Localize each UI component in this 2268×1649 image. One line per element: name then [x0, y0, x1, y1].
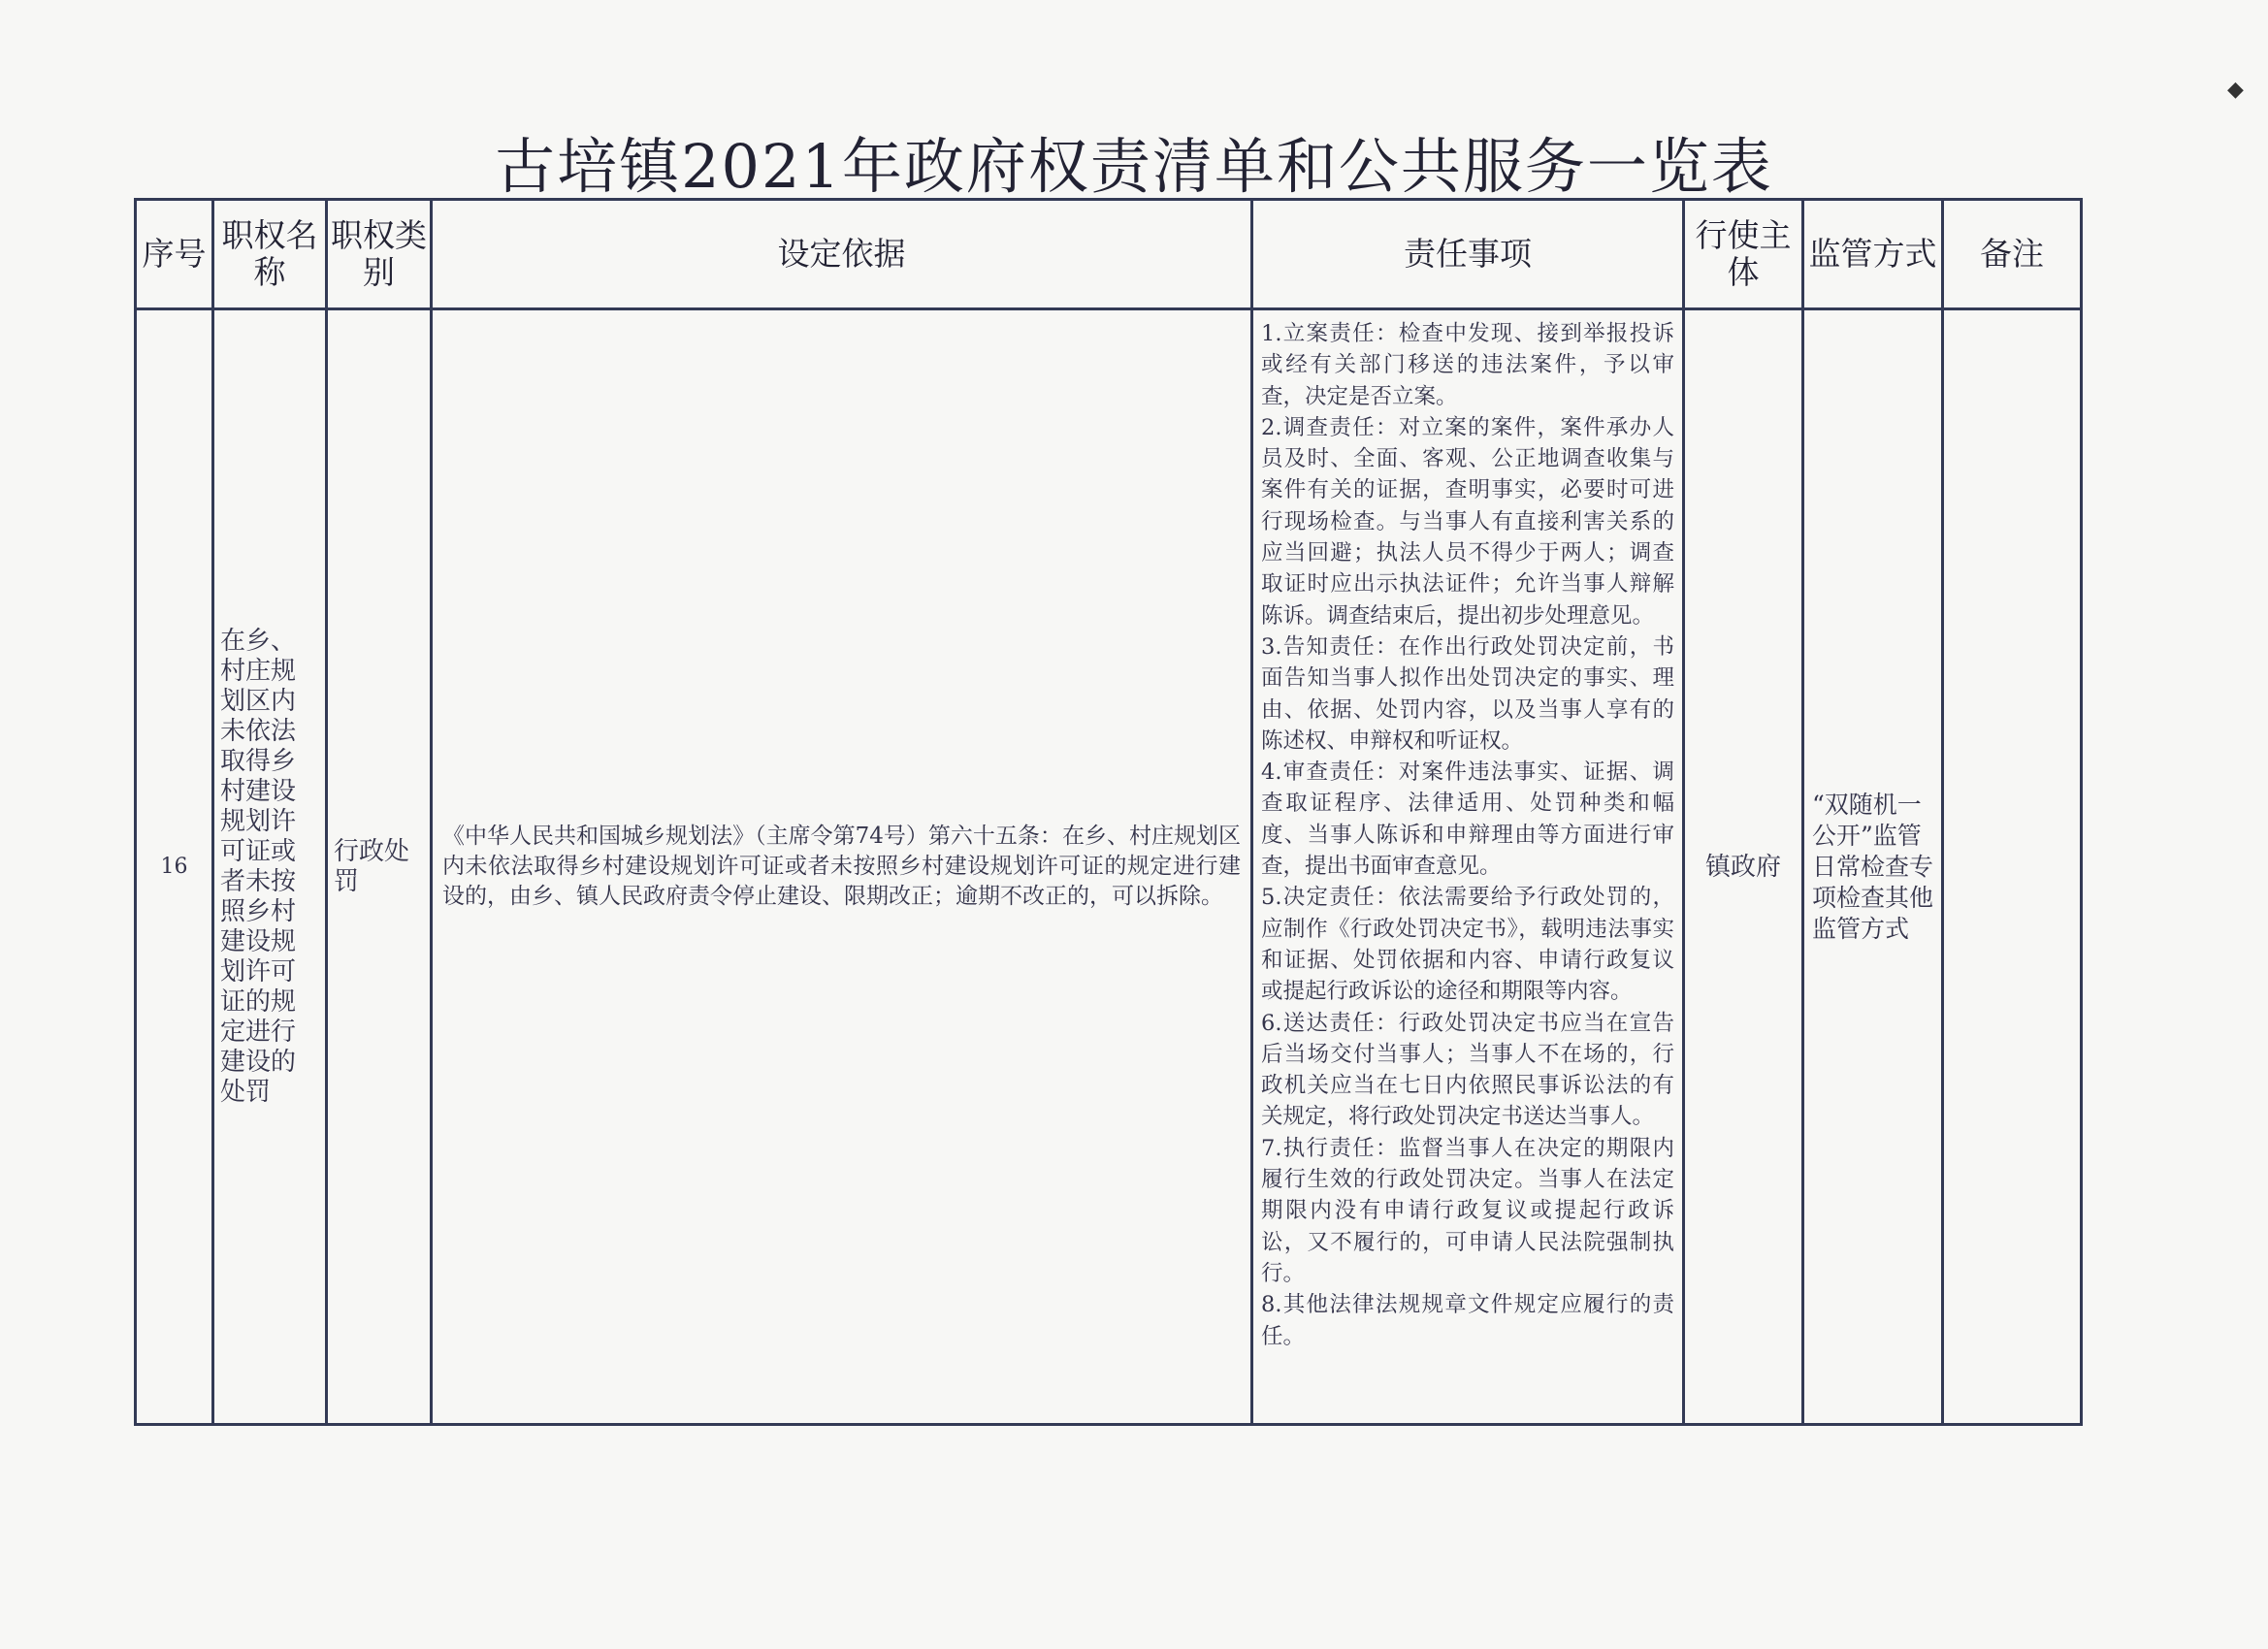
responsibility-item: 8.其他法律法规规章文件规定应履行的责任。 [1261, 1292, 1674, 1349]
header-type: 职权类别 [327, 200, 432, 309]
cell-subject: 镇政府 [1684, 309, 1803, 1425]
responsibility-item: 1.立案责任：检查中发现、接到举报投诉或经有关部门移送的违法案件，予以审查，决定是否立案。 [1261, 321, 1674, 409]
cell-type: 行政处罚 [327, 309, 432, 1425]
responsibility-item: 3.告知责任：在作出行政处罚决定前，书面告知当事人拟作出处罚决定的事实、理由、依据、处罚内容，以及当事人享有的陈述权、申辩权和听证权。 [1261, 633, 1674, 754]
cell-basis: 《中华人民共和国城乡规划法》（主席令第74号）第六十五条：在乡、村庄规划区内未依法取得乡村建设规划许可证或者未按照乡村建设规划许可证的规定进行建设的，由乡、镇人民政府责令停止建设、限期改正；逾期不改正的，可以拆除。 [432, 309, 1252, 1425]
header-seq: 序号 [136, 200, 213, 309]
scan-mark: ◆ [2227, 78, 2244, 102]
responsibility-item: 2.调查责任：对立案的案件，案件承办人员及时、全面、客观、公正地调查收集与案件有关的证据，查明事实，必要时可进行现场检查。与当事人有直接利害关系的应当回避；执法人员不得少于两人；调查取证时应出示执法证件；允许当事人辩解陈诉。调查结束后，提出初步处理意见。 [1261, 414, 1674, 629]
header-subject: 行使主体 [1684, 200, 1803, 309]
cell-supervision: “双随机一公开”监管日常检查专项检查其他监管方式 [1803, 309, 1943, 1425]
header-supervision: 监管方式 [1803, 200, 1943, 309]
responsibility-item: 5.决定责任：依法需要给予行政处罚的，应制作《行政处罚决定书》，载明违法事实和证据、处罚依据和内容、申请行政复议或提起行政诉讼的途径和期限等内容。 [1261, 885, 1674, 1005]
header-remark: 备注 [1943, 200, 2082, 309]
page-title: 古培镇2021年政府权责清单和公共服务一览表 [495, 131, 1773, 202]
responsibility-item: 4.审查责任：对案件违法事实、证据、调查取证程序、法律适用、处罚种类和幅度、当事人陈诉和申辩理由等方面进行审查，提出书面审查意见。 [1261, 760, 1674, 880]
duty-list-table [134, 198, 2083, 1426]
responsibility-item: 7.执行责任：监督当事人在决定的期限内履行生效的行政处罚决定。当事人在法定期限内没有申请行政复议或提起行政诉讼，又不履行的，可申请人民法院强制执行。 [1261, 1135, 1674, 1286]
cell-responsibilities [1252, 309, 1684, 1425]
table-row [136, 309, 2082, 1425]
cell-remark [1943, 309, 2082, 1425]
header-basis: 设定依据 [432, 200, 1252, 309]
header-name: 职权名称 [213, 200, 327, 309]
table-header-row [136, 200, 2082, 309]
cell-seq: 16 [136, 309, 213, 1425]
responsibility-item: 6.送达责任：行政处罚决定书应当在宣告后当场交付当事人；当事人不在场的，行政机关应当在七日内依照民事诉讼法的有关规定，将行政处罚决定书送达当事人。 [1261, 1010, 1674, 1130]
header-responsibilities: 责任事项 [1252, 200, 1684, 309]
cell-name: 在乡、村庄规划区内未依法取得乡村建设规划许可证或者未按照乡村建设规划许可证的规定进行建设的处罚 [213, 309, 327, 1425]
